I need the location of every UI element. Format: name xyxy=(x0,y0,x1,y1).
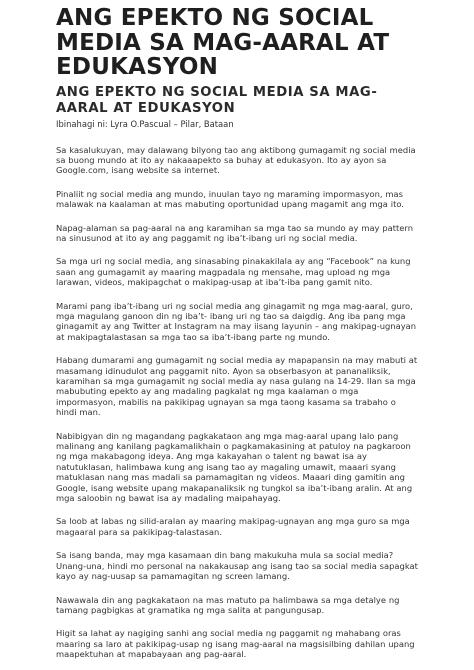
paragraph: Sa kasalukuyan, may dalawang bilyong tao ang aktibong gumagamit ng social media sa buong mundo at ito ay nakaaapekto sa buhay at edukasyon. Ito ay ayon sa Google.com, isang website sa internet. xyxy=(56,144,416,176)
paragraph: Pinaliit ng social media ang mundo, inuulan tayo ng maraming impormasyon, mas malawak na kaalaman at mas mabuting oportunidad upang magamit ang mga ito. xyxy=(56,188,404,210)
document-title: ANG EPEKTO NG SOCIAL MEDIA SA MAG-AARAL AT EDUKASYON xyxy=(56,5,390,80)
document-subtitle: ANG EPEKTO NG SOCIAL MEDIA SA MAG-AARAL AT EDUKASYON xyxy=(56,84,378,116)
author-line: Ibinahagi ni: Lyra O.Pascual – Pilar, Bataan xyxy=(56,118,234,129)
paragraph: Sa mga uri ng social media, ang sinasabing pinakakilala ay ang “Facebook” na kung saan ang gumagamit ay maaring magpadala ng mensahe, mag upload ng mga larawan, videos, makipagchat o makipag-usap at iba’t-iba pang gamit nito. xyxy=(56,256,411,288)
paragraph: Nabibigyan din ng magandang pagkakataon ang mga mag-aaral upang lalo pang malinang ang kanilang pagkamalikhain o pagkamakasining at patuloy na pagkaroon ng mga makabagong ideya. Ang mga kakayahan o talent ng bawat isa ay natutuklasan, halimbawa kung ang isang tao ay magaling umawit, maaari syang matuklasan nang mas madali sa pamamagitan ng videos. Maaari ding gamitin ang Google, isang website upang makapanaliksik ng tungkol sa iba’t-ibang aralin. At ang mga saloobin ng bawat isa ay madaling maipahayag. xyxy=(56,430,413,504)
paragraph: Napag-alaman sa pag-aaral na ang karamihan sa mga tao sa mundo ay may pattern na sinusunod at ito ay ang paggamit ng iba’t-ibang uri ng social media. xyxy=(56,222,414,243)
paragraph: Sa isang banda, may mga kasamaan din bang makukuha mula sa social media? Unang-una, hindi mo personal na nakakausap ang isang tao sa social media sapagkat kayo ay nag-uusap sa pamamagitan ng screen lamang. xyxy=(56,550,418,582)
paragraph: Nawawala din ang pagkakataon na mas matuto pa halimbawa sa mga detalye ng tamang pagbigkas at gramatika ng mga salita at pangungusap. xyxy=(56,594,400,615)
paragraph: Habang dumarami ang gumagamit ng social media ay mapapansin na may mabuti at masamang idinudulot ang paggamit nito. Ayon sa obserbasyon at pananaliksik, karamihan sa mga gumagamit ng social media ay nasa gulang na 14-29. Ilan sa mga mabubuting epekto ay ang madaling pagkalat ng mga kaalaman o mga impormasyon, mabilis na pakikipag ugnayan sa mga taong kasama sa trabaho o hindi man. xyxy=(56,355,418,418)
paragraph: Higit sa lahat ay nagiging sanhi ang social media ng paggamit ng mahabang oras maaring sa laro at pakikipag-usap ng isang mag-aaral na magsisilbing dahilan upang maapektuhan at mapabayaan ang pag-aaral. xyxy=(56,628,415,660)
paragraph: Marami pang iba’t-ibang uri ng social media ang ginagamit ng mga mag-aaral, guro, mga magulang ganoon din ng iba’t- ibang uri ng tao sa daigdig. Ang iba pang mga ginagamit ay ang Twitter at Instagram na may iisang layunin – ang makipag-ugnayan at makipagtalastasan sa mga tao sa iba’t-ibang parte ng mundo. xyxy=(56,300,417,342)
paragraph: Sa loob at labas ng silid-aralan ay maaring makipag-ugnayan ang mga guro sa mga magaaral para sa pakikipag-talastasan. xyxy=(56,516,410,537)
